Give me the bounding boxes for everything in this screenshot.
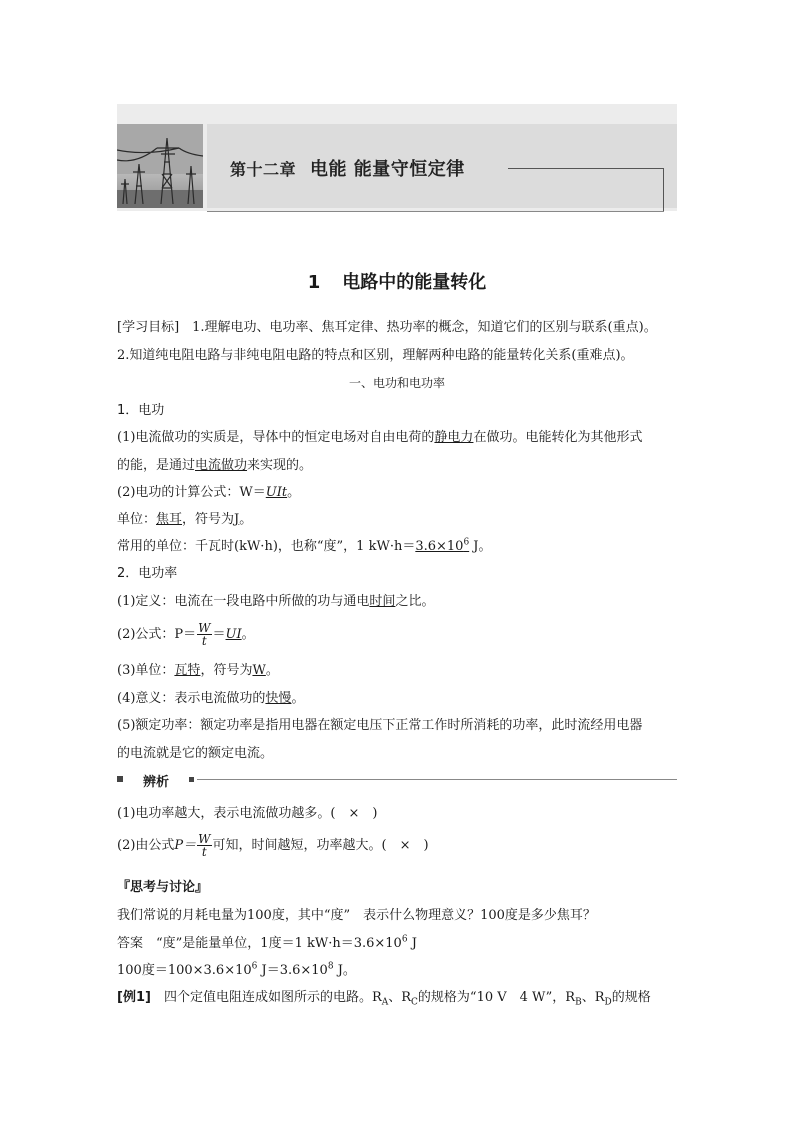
analysis-item-1: (1)电功率越大，表示电流做功越多。( × ) [117,806,378,821]
lesson-number: 1 [307,272,321,293]
subheading-electric-work: 1．电功 [117,403,165,418]
subscript: D [604,997,612,1008]
lesson-title [0,268,794,294]
text: 答案 “度”是能量单位，1度＝1 kW·h＝3.6×10 [117,936,402,951]
paragraph-line [117,430,642,446]
underlined-answer: W [252,663,266,678]
text: 的规格 [611,990,651,1005]
text: 的能，是通过 [117,458,196,473]
common-unit-line [117,539,492,555]
chapter-title [230,155,465,181]
text: ，符号为 [200,663,253,678]
underlined-answer: 快慢 [265,691,292,706]
rated-power-line-2: 的电流就是它的额定电流。 [117,746,274,761]
text: P＝ [174,838,197,853]
underlined-answer: 时间 [369,594,396,609]
text: 100度＝100×3.6×10 [117,963,252,978]
exponent: 8 [327,961,334,972]
text: (2)公式：P＝ [117,627,197,642]
text: (1)定义：电流在一段电路中所做的功与通电 [117,594,370,609]
header-rule-bottom [207,211,664,212]
objectives-line-2: 2.知道纯电阻电路与非纯电阻电路的特点和区别，理解两种电路的能量转化关系(重难点)。 [117,348,634,363]
text: 四个定值电阻连成如图所示的电路。R [150,990,382,1005]
text: 常用的单位：千瓦时(kW·h)，也称“度”，1 kW·h＝ [117,539,416,554]
text: 。 [265,663,279,678]
text: 之比。 [395,594,435,609]
denominator: t [201,845,207,859]
header-rule [508,168,663,169]
analysis-divider [117,772,677,790]
subscript: A [381,997,389,1008]
example-line [117,990,651,1006]
rated-power-line-1: (5)额定功率：额定功率是指用电器在额定电压下正常工作时所消耗的功率，此时流经用电器 [117,718,643,733]
text: J。 [333,963,356,978]
underlined-answer: UIt [265,485,288,500]
discussion-calculation [117,963,356,979]
power-tower-icon [117,124,203,208]
objectives-line-1: [学习目标] 1.理解电功、电功率、焦耳定律、热功率的概念，知道它们的区别与联系(重点)。 [117,320,657,335]
unit-line [117,663,279,679]
text: 。 [291,691,305,706]
lesson-title-text: 电路中的能量转化 [342,272,487,293]
exponent: 6 [251,961,258,972]
text: J [407,936,417,951]
text: 、R [388,990,412,1005]
subscript: C [411,997,418,1008]
numerator: W [198,832,211,846]
exponent: 6 [401,934,408,945]
text: 可知，时间越短，功率越大。( × ) [212,838,429,853]
underlined-answer: 静电力 [434,430,474,445]
denominator: t [201,634,207,648]
fraction [197,833,211,858]
chapter-name: 电能 能量守恒定律 [310,159,465,180]
text: 、R [581,990,605,1005]
text: (4)意义：表示电流做功的 [117,691,266,706]
meaning-line [117,691,304,707]
discussion-label: 『思考与讨论』 [117,880,209,895]
text: 在做功。电能转化为其他形式 [473,430,643,445]
divider-line [197,779,677,780]
square-bullet-icon [189,777,194,782]
text: (1)电流做功的实质是，导体中的恒定电场对自由电荷的 [117,430,435,445]
text: J＝3.6×10 [257,963,328,978]
underlined-answer: 瓦特 [174,663,201,678]
discussion-answer [117,936,417,952]
text: 来实现的。 [247,458,313,473]
definition-line [117,594,434,610]
chapter-label: 第十二章 [230,160,297,179]
text: ，符号为 [182,512,235,527]
text: 。 [241,627,255,642]
subheading-electric-power: 2．电功率 [117,566,178,581]
unit-line [117,512,252,528]
power-formula-line [117,622,255,648]
text: (2)由公式 [117,838,175,853]
text: 。 [287,485,301,500]
text: 的规格为“10 V 4 W”，R [417,990,576,1005]
section-heading: 一、电功和电功率 [348,376,445,390]
text: 。 [239,512,253,527]
paragraph-line [117,458,312,474]
numerator: W [198,621,211,635]
text: (2)电功的计算公式：W＝ [117,485,266,500]
analysis-item-2 [117,833,429,859]
subscript: B [575,997,582,1008]
text: J。 [469,539,492,554]
underlined-answer [415,539,469,554]
underlined-answer: J [234,512,240,527]
analysis-label: 辨析 [143,775,170,790]
discussion-question: 我们常说的月耗电量为100度，其中“度” 表示什么物理意义？100度是多少焦耳？ [117,908,596,923]
text: (3)单位： [117,663,175,678]
underlined-answer: 焦耳 [156,512,183,527]
header-rule-vertical [663,168,664,212]
text: ＝ [212,627,226,642]
example-label: [例1] [117,990,151,1005]
square-bullet-icon [117,776,123,782]
underlined-answer: UI [225,627,242,642]
fraction [197,622,211,647]
power-tower-photo [117,124,203,208]
exponent: 6 [463,537,470,548]
formula-line [117,485,300,501]
text: 单位： [117,512,157,527]
underlined-answer: 电流做功 [195,458,248,473]
text: 3.6×10 [415,539,464,554]
